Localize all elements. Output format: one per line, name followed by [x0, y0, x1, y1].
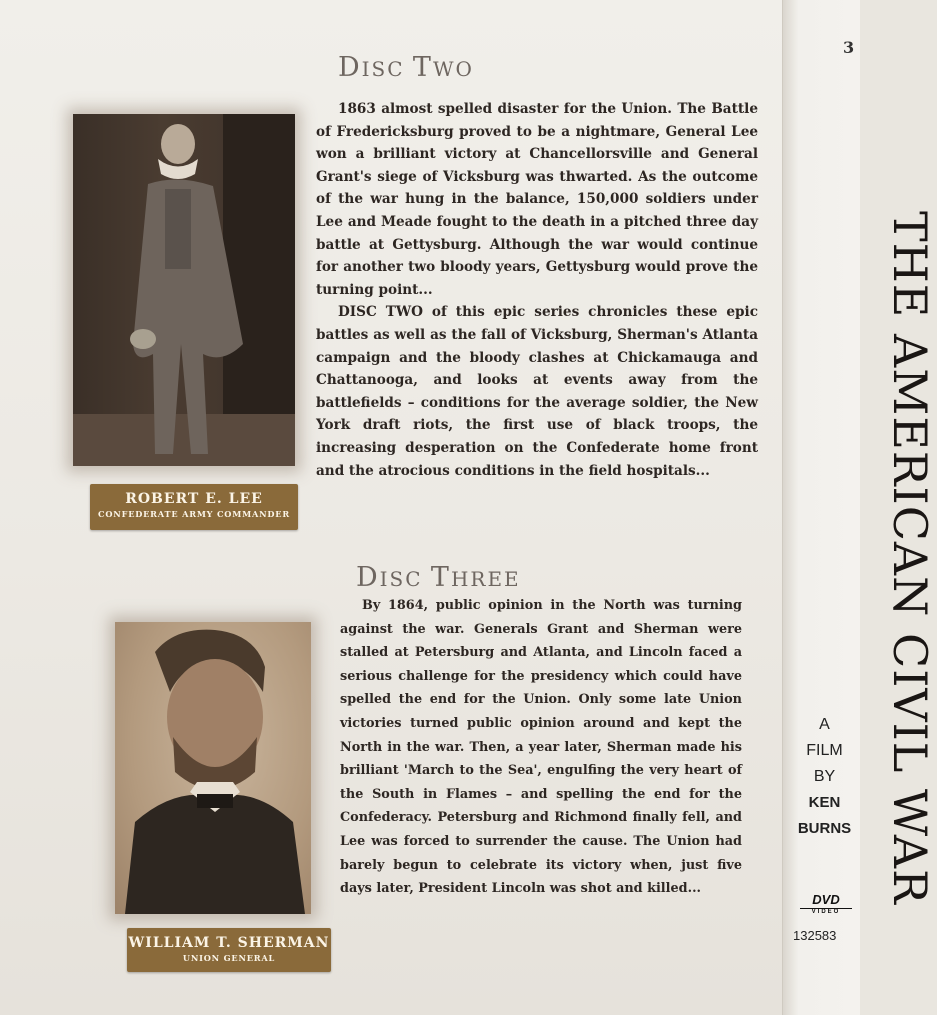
spine-title: THE AMERICAN CIVIL WAR — [883, 211, 937, 905]
lee-name: ROBERT E. LEE — [125, 491, 263, 507]
william-t-sherman-portrait — [115, 622, 311, 914]
sherman-role: UNION GENERAL — [182, 953, 276, 963]
disc-two-text — [316, 98, 758, 482]
robert-e-lee-portrait — [73, 114, 295, 466]
dvd-logo-subtext: VIDEO — [800, 908, 852, 915]
credit-first-name: KEN — [808, 794, 841, 811]
page-number: 3 — [843, 38, 855, 57]
sherman-portrait-illustration — [115, 622, 311, 914]
credit-film: FILM — [806, 742, 843, 759]
disc-two-paragraph-2: DISC TWO of this epic series chronicles these epic battles as well as the fall of Vicksburg, Sherman's Atlanta campaign and the bloody clashes at Chickamauga and Chattanooga, and looks at events away from the battlefields – conditions for the average soldier, the New York draft riots, the first use of black troops, the increasing desperation on the Confederate home front and the atrocious conditions in the field hospitals... — [316, 304, 758, 479]
credit-a: A — [819, 716, 830, 733]
lee-portrait-illustration — [73, 114, 295, 466]
credit-last-name: BURNS — [797, 820, 852, 837]
sherman-caption — [127, 928, 331, 972]
disc-three-heading: DISC THREE — [356, 562, 521, 593]
credit-by: BY — [813, 768, 836, 785]
disc-three-text — [340, 594, 742, 901]
disc-three-paragraph-1: By 1864, public opinion in the North was turning against the war. Generals Grant and Sherman were stalled at Petersburg and Atlanta, and Lincoln faced a serious challenge for the presidency which could have spelled the end for the Union. Only some late Union victories turned public opinion around and kept the North in the war. Then, a year later, Sherman made his brilliant 'March to the Sea', engulfing the very heart of the South in Flames – and spelling the end for the Confederacy. Petersburg and Richmond finally fell, and Lee was forced to surrender the cause. The Union had barely begun to celebrate its victory when, just five days later, President Lincoln was shot and killed... — [340, 598, 742, 897]
catalog-number: 132583 — [793, 928, 837, 943]
dvd-video-logo — [800, 892, 852, 914]
dvd-spine — [782, 0, 860, 1015]
spine-credit — [790, 712, 859, 842]
disc-two-heading: DISC TWO — [338, 52, 474, 83]
lee-caption — [90, 484, 298, 530]
disc-two-paragraph-1: 1863 almost spelled disaster for the Union. The Battle of Fredericksburg proved to be a nightmare, General Lee won a brilliant victory at Chancellorsville and General Grant's siege of Vicksburg was thwarted. As the outcome of the war hung in the balance, 150,000 soldiers under Lee and Meade fought to the death in a pitched three day battle at Gettysburg. Although the war would continue for another two bloody years, Gettysburg would prove the turning point... — [316, 101, 758, 298]
sherman-name: WILLIAM T. SHERMAN — [128, 935, 330, 951]
lee-role: CONFEDERATE ARMY COMMANDER — [98, 509, 290, 519]
dvd-logo-text: DVD — [812, 892, 840, 907]
